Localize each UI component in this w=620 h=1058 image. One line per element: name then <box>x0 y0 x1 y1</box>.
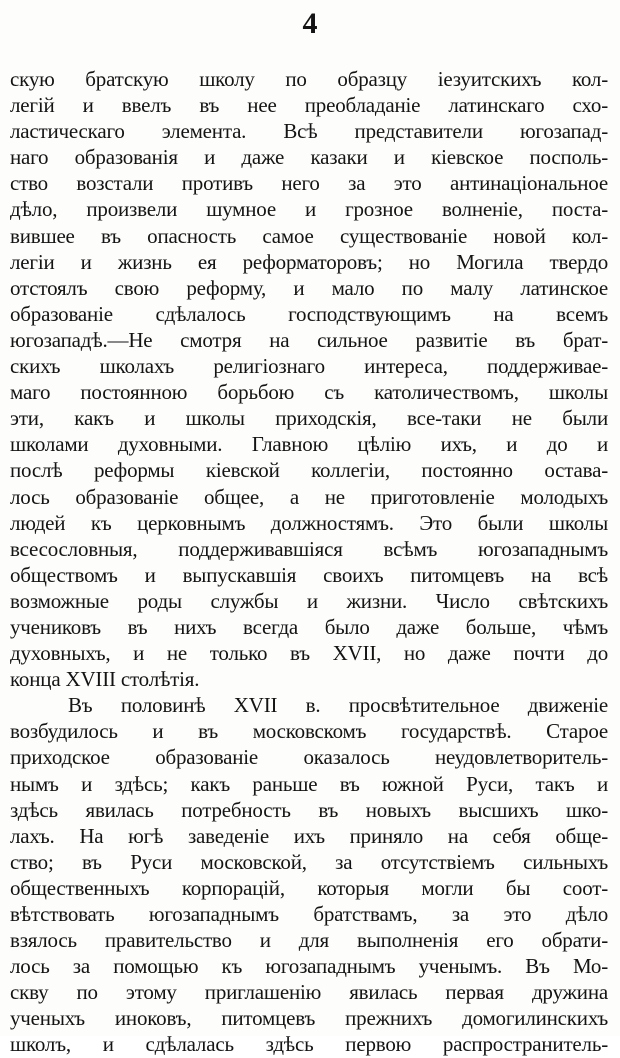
text-line: вившее въ опасность самое существованіе новой кол- <box>10 223 608 248</box>
text-line: отстоялъ свою реформу, и мало по малу латинское <box>10 275 608 300</box>
text-line: возможные роды службы и жизни. Число свѣтскихъ <box>10 588 608 613</box>
text-line: скую братскую школу по образцу іезуитскихъ кол- <box>10 67 608 91</box>
text-line: легіи и жизнь ея реформаторовъ; но Могила твердо <box>10 249 608 274</box>
text-line: возбудилось и въ московскомъ государствѣ. Старое <box>10 719 608 744</box>
text-line: школъ, и сдѣлалась здѣсь первою распространитель- <box>10 1032 608 1057</box>
text-line: здѣсь явилась потребность въ новыхъ высшихъ шко- <box>10 797 608 822</box>
text-line: скихъ школахъ религіознаго интереса, поддерживае- <box>10 354 608 379</box>
text-line: духовныхъ, и не только въ XVII, но даже почти до <box>10 641 608 666</box>
text-line: ство возстали противъ него за это антинаціональное <box>10 171 608 196</box>
text-line: Въ половинѣ XVII в. просвѣтительное движеніе <box>68 693 608 718</box>
text-line: конца XVIII столѣтія. <box>10 667 200 692</box>
text-line: образованіе сдѣлалось господствующимъ на всемъ <box>10 301 608 326</box>
text-line: школами духовными. Главною цѣлію ихъ, и до и <box>10 432 608 457</box>
text-line: обществомъ и выпускавшія своихъ питомцевъ на всѣ <box>10 562 608 587</box>
text-line: людей къ церковнымъ должностямъ. Это были школы <box>10 510 608 535</box>
text-line: эти, какъ и школы приходскія, все-таки не были <box>10 406 608 431</box>
text-line: скву по этому приглашенію явилась первая дружина <box>10 980 608 1005</box>
text-line: лось образованіе общее, а не приготовленіе молодыхъ <box>10 484 608 509</box>
text-line: лахъ. На югѣ заведеніе ихъ приняло на себя обще- <box>10 823 608 848</box>
text-line: взялось правительство и для выполненія его обрати- <box>10 928 608 953</box>
text-line: вѣтствовать югозападнымъ братствамъ, за это дѣло <box>10 902 608 926</box>
text-line: маго постоянною борьбою съ католичествомъ, школы <box>10 380 608 405</box>
text-line: приходское образованіе оказалось неудовлетворитель- <box>10 745 608 770</box>
text-line: общественныхъ корпорацій, которыя могли бы соот- <box>10 875 608 900</box>
text-line: учениковъ въ нихъ всегда было даже больше, чѣмъ <box>10 614 608 639</box>
text-line: наго образованія и даже казаки и кіевское посполь- <box>10 145 608 170</box>
text-line: нымъ и здѣсь; какъ раньше въ южной Руси, такъ и <box>10 771 608 796</box>
text-line: всесословныя, поддерживавшіяся всѣмъ югозападнымъ <box>10 536 608 561</box>
text-line: дѣло, произвели шумное и грозное волненіе, поста- <box>10 197 608 222</box>
text-line: югозападѣ.—Не смотря на сильное развитіе въ брат- <box>10 327 608 352</box>
body-text <box>10 66 608 1058</box>
page-number: 4 <box>302 7 318 40</box>
text-line: ластическаго элемента. Всѣ представители югозапад- <box>10 119 608 144</box>
text-line: лось за помощью къ югозападнымъ ученымъ. Въ Мо- <box>10 954 608 979</box>
text-line: послѣ реформы кіевской коллегіи, постоянно остава- <box>10 458 608 483</box>
text-line: легій и ввелъ въ нее преобладаніе латинскаго схо- <box>10 93 608 118</box>
text-line: ство; въ Руси московской, за отсутствіемъ сильныхъ <box>10 849 608 874</box>
text-line: ученыхъ иноковъ, питомцевъ прежнихъ домогилинскихъ <box>10 1006 608 1031</box>
